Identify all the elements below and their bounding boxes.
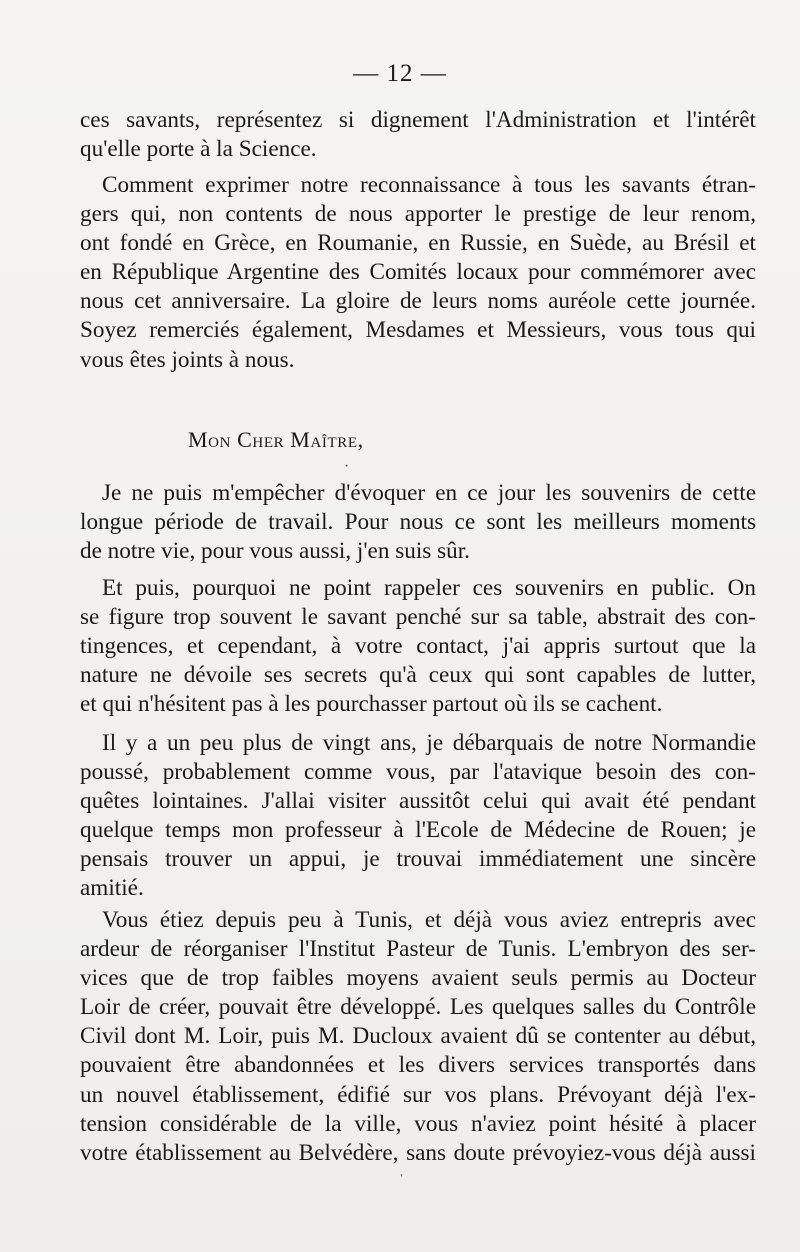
- text-line: un nouvel établissement, édifié sur vos plans. Prévoyant déjà l'ex-: [80, 1081, 756, 1108]
- text-line: tension considérable de la ville, vous n'aviez point hésité à placer: [80, 1110, 756, 1137]
- paragraph-1: [80, 106, 756, 164]
- text-line: Vous étiez depuis peu à Tunis, et déjà vous aviez entrepris avec: [102, 907, 756, 933]
- text-line: Loir de créer, pouvait être développé. Les quelques salles du Contrôle: [80, 994, 756, 1021]
- text-line: ardeur de réorganiser l'Institut Pasteur de Tunis. L'embryon des ser-: [80, 936, 756, 963]
- text-line: Et puis, pourquoi ne point rappeler ces souvenirs en public. On: [102, 575, 756, 601]
- paragraph-4: [80, 574, 756, 719]
- text-line: et qui n'hésitent pas à les pourchasser partout où ils se cachent.: [80, 691, 663, 718]
- text-line: ont fondé en Grèce, en Roumanie, en Russie, en Suède, au Brésil et: [80, 230, 756, 257]
- text-line: vices que de trop faibles moyens avaient seuls permis au Docteur: [80, 965, 756, 992]
- text-line: Comment exprimer notre reconnaissance à tous les savants étran-: [102, 172, 756, 198]
- text-line: quêtes lointaines. J'allai visiter aussitôt celui qui avait été pendant: [80, 788, 756, 815]
- paragraph-6: [80, 906, 756, 1168]
- paragraph-5: [80, 729, 756, 904]
- text-line: nature ne dévoile ses secrets qu'à ceux qui sont capables de lutter,: [80, 662, 756, 689]
- text-line: en République Argentine des Comités locaux pour commémorer avec: [80, 259, 756, 286]
- text-line: qu'elle porte à la Science.: [80, 136, 317, 163]
- text-line: tingences, et cependant, à votre contact, j'ai appris surtout que la: [80, 633, 756, 660]
- text-line: longue période de travail. Pour nous ce sont les meilleurs moments: [80, 509, 756, 536]
- paragraph-2: [80, 171, 756, 375]
- text-line: poussé, probablement comme vous, par l'atavique besoin des con-: [80, 759, 756, 786]
- text-line: pouvaient être abandonnées et les divers services transportés dans: [80, 1052, 756, 1079]
- text-line: se figure trop souvent le savant penché sur sa table, abstrait des con-: [80, 604, 756, 631]
- text-line: votre établissement au Belvédère, sans doute prévoyiez-vous déjà aussi: [80, 1139, 756, 1166]
- text-line: vous êtes joints à nous.: [80, 346, 295, 373]
- text-line: Soyez remerciés également, Mesdames et Messieurs, vous tous qui: [80, 317, 756, 344]
- text-line: quelque temps mon professeur à l'Ecole de Médecine de Rouen; je: [80, 817, 756, 844]
- text-line: amitié.: [80, 875, 144, 902]
- text-line: Civil dont M. Loir, puis M. Ducloux avaient dû se contenter au début,: [80, 1023, 756, 1050]
- text-line: pensais trouver un appui, je trouvai immédiatement une sincère: [80, 846, 756, 873]
- ink-speck: ·: [344, 458, 350, 475]
- text-line: nous cet anniversaire. La gloire de leurs noms auréole cette journée.: [80, 288, 756, 315]
- text-line: de notre vie, pour vous aussi, j'en suis sûr.: [80, 538, 470, 565]
- paragraph-3: [80, 479, 756, 566]
- page-number: — 12 —: [353, 60, 447, 87]
- text-line: ces savants, représentez si dignement l'Administration et l'intérêt: [80, 107, 756, 133]
- salutation: Mon Cher Maître,: [188, 427, 364, 452]
- text-line: gers qui, non contents de nous apporter le prestige de leur renom,: [80, 201, 756, 228]
- text-line: Il y a un peu plus de vingt ans, je débarquais de notre Normandie: [102, 730, 756, 756]
- text-line: Je ne puis m'empêcher d'évoquer en ce jour les souvenirs de cette: [102, 480, 756, 506]
- ink-speck: ˈ: [399, 1172, 405, 1189]
